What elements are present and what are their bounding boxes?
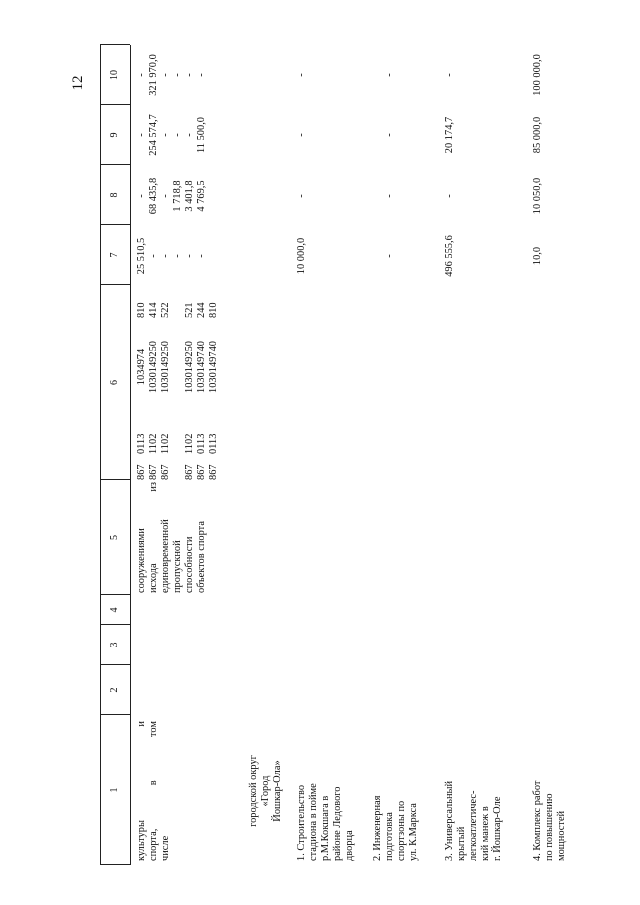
item-2-col8: -: [384, 194, 395, 198]
item-2-col9: -: [384, 133, 395, 137]
col-header-1: 1: [109, 787, 120, 793]
col-header-10: 10: [109, 70, 120, 80]
sport-col7-values: 25 510,5 - - - - -: [136, 237, 207, 275]
col-header-8: 8: [109, 192, 120, 198]
item-2-sportzone: 2. Инженерная подготовка спортзоны по ул. К.Маркса: [372, 795, 419, 861]
sport-col9-values: - 254 574,7 - - - 11 500,0: [136, 114, 207, 156]
item-4-col9: 85 000,0: [532, 116, 543, 154]
table-top-border: [100, 45, 101, 865]
codes-block-bottom: [184, 285, 220, 480]
sport-description: сооружениями исхода из единовременной пропускной способности объектов спорта: [136, 482, 207, 593]
sport-col8-values: - 68 435,8 - 1 718,8 3 401,8 4 769,5: [136, 177, 207, 215]
item-1-stadium: 1. Строительство стадиона в пойме р.М.Кокшага в районе Ледового дворца: [296, 783, 355, 861]
code-row: 86701131034974810: [136, 302, 147, 480]
item-4-col7: 10,0: [532, 246, 543, 266]
item-3-col7: 496 555,6: [444, 235, 455, 277]
col-header-7: 7: [109, 252, 120, 258]
sport-category-label: культуры и спорта, в том числе: [136, 721, 171, 861]
item-3-arena: 3. Универсальный крытый легкоатлетичес- кий манеж в г. Йошкар-Оле: [444, 780, 503, 861]
item-3-col9: 20 174,7: [444, 116, 455, 154]
sport-col10-values: - 321 970,0 - - - -: [136, 54, 207, 96]
codes-block-top: [136, 285, 172, 480]
code-row: 86701131030149740810: [208, 302, 219, 480]
col-header-9: 9: [109, 132, 120, 138]
col-header-5: 5: [109, 535, 120, 540]
item-2-col7: -: [384, 254, 395, 258]
item-4-col10: 100 000,0: [532, 54, 543, 96]
code-row: 86701131030149740244: [196, 302, 207, 480]
code-row: 86711021030149250522: [160, 302, 171, 480]
header-bottom-border: [130, 45, 131, 865]
item-1-col9: -: [296, 133, 307, 137]
item-3-col10: -: [444, 73, 455, 77]
col-header-4: 4: [109, 607, 120, 613]
code-row: 86711021030149250521: [184, 302, 195, 480]
col-header-3: 3: [109, 642, 120, 648]
item-1-col8: -: [296, 194, 307, 198]
col-header-6: 6: [109, 380, 120, 385]
item-2-col10: -: [384, 73, 395, 77]
item-4-works: 4. Комплекс работ по повышению мощностей: [532, 780, 567, 861]
item-1-col10: -: [296, 73, 307, 77]
col-header-2: 2: [109, 687, 120, 693]
item-3-col8: -: [444, 194, 455, 198]
budget-table: [100, 45, 640, 865]
code-row: 86711021030149250414: [148, 302, 159, 480]
item-1-col7: 10 000,0: [296, 237, 307, 275]
item-4-col8: 10 050,0: [532, 177, 543, 215]
city-district-label: городской округ «Город Йошкар-Ола»: [248, 755, 283, 827]
page-number: 12: [70, 75, 86, 91]
